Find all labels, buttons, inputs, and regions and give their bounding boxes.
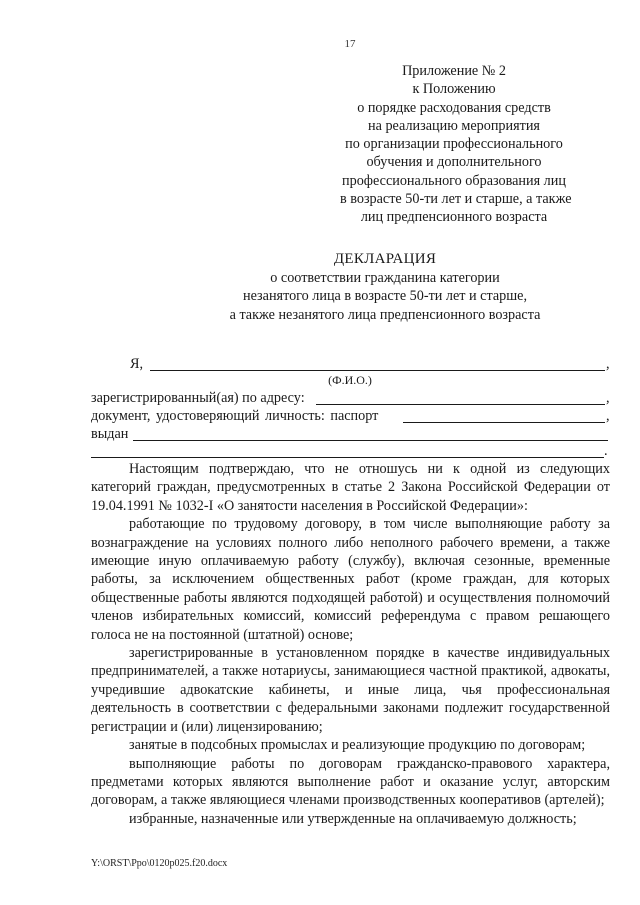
appendix-line: Приложение № 2 (402, 63, 506, 79)
issued-continuation-blank-line (91, 457, 604, 458)
fio-blank-line (150, 370, 605, 371)
appendix-line: обучения и дополнительного (366, 154, 542, 171)
issued-blank-line (133, 440, 608, 441)
page-number: 17 (344, 38, 356, 50)
declaration-subtitle-line: а также незанятого лица предпенсионного возраста (229, 306, 541, 323)
i-label: Я, (130, 356, 144, 372)
paragraph: зарегистрированные в установленном порядке в качестве индивидуальных предпринимателей, а также нотариусы, занимающиеся частной практикой, адвокаты, учредившие адвокатские кабинеты, и иные лица, чья профессиональная деятельность в соответствии с федеральными законами подлежит государственной регистрации и (или) лицензированию; (91, 645, 610, 735)
document-label: документ, удостоверяющий личность: паспорт (91, 408, 379, 424)
issued-label: выдан (91, 426, 129, 442)
declaration-subtitle-line: о соответствии гражданина категории (270, 269, 500, 286)
appendix-line: к Положению (412, 81, 496, 98)
comma: , (606, 408, 610, 424)
appendix-line: профессионального образования лиц (342, 172, 566, 189)
appendix-line: на реализацию мероприятия (368, 117, 540, 134)
address-label: зарегистрированный(ая) по адресу: (91, 390, 305, 406)
appendix-line: о порядке расходования средств (357, 99, 551, 116)
paragraph: занятые в подсобных промыслах и реализующие продукцию по договорам; (129, 737, 586, 754)
declaration-title: ДЕКЛАРАЦИЯ (333, 251, 437, 267)
file-path-footer: Y:\ORST\Ppo\0120p025.f20.docx (91, 858, 228, 869)
period: . (604, 443, 608, 459)
paragraph: выполняющие работы по договорам гражданско-правового характера, предметами которых являются выполнение работ и оказание услуг, авторским договорам, а также являющиеся членами производственных кооперативов (артелей); (91, 755, 610, 809)
fio-caption: (Ф.И.О.) (328, 373, 372, 387)
declaration-subtitle-line: незанятого лица в возрасте 50-ти лет и старше, (242, 288, 528, 304)
comma: , (606, 356, 610, 372)
paragraph: работающие по трудовому договору, в том числе выполняющие работу за вознаграждение на условиях полного либо неполного рабочего времени, а также имеющие иную оплачиваемую работу (службу), включая сезонные, временные работы, за исключением общественных работ (кроме граждан, для которых общественные работы являются подходящей работой) и осуществления полномочий членов избирательных комиссий, комиссий референдума с правом решающего голоса не на постоянной (штатной) основе; (91, 516, 610, 643)
passport-blank-line (403, 422, 605, 423)
paragraph: Настоящим подтверждаю, что не отношусь ни к одной из следующих категорий граждан, предусмотренных в статье 2 Закона Российской Федерации от 19.04.1991 № 1032-I «О занятости населения в Российской Федерации»: (91, 461, 610, 514)
appendix-line: лиц предпенсионного возраста (360, 209, 548, 226)
address-blank-line (316, 404, 605, 405)
appendix-line: в возрасте 50-ти лет и старше, а также (340, 191, 572, 208)
comma: , (606, 390, 610, 406)
declaration-body (91, 460, 610, 828)
appendix-line: по организации профессионального (345, 136, 563, 153)
declaration-title-block (130, 250, 640, 324)
appendix-header (340, 62, 572, 227)
paragraph: избранные, назначенные или утвержденные на оплачиваемую должность; (129, 810, 577, 827)
